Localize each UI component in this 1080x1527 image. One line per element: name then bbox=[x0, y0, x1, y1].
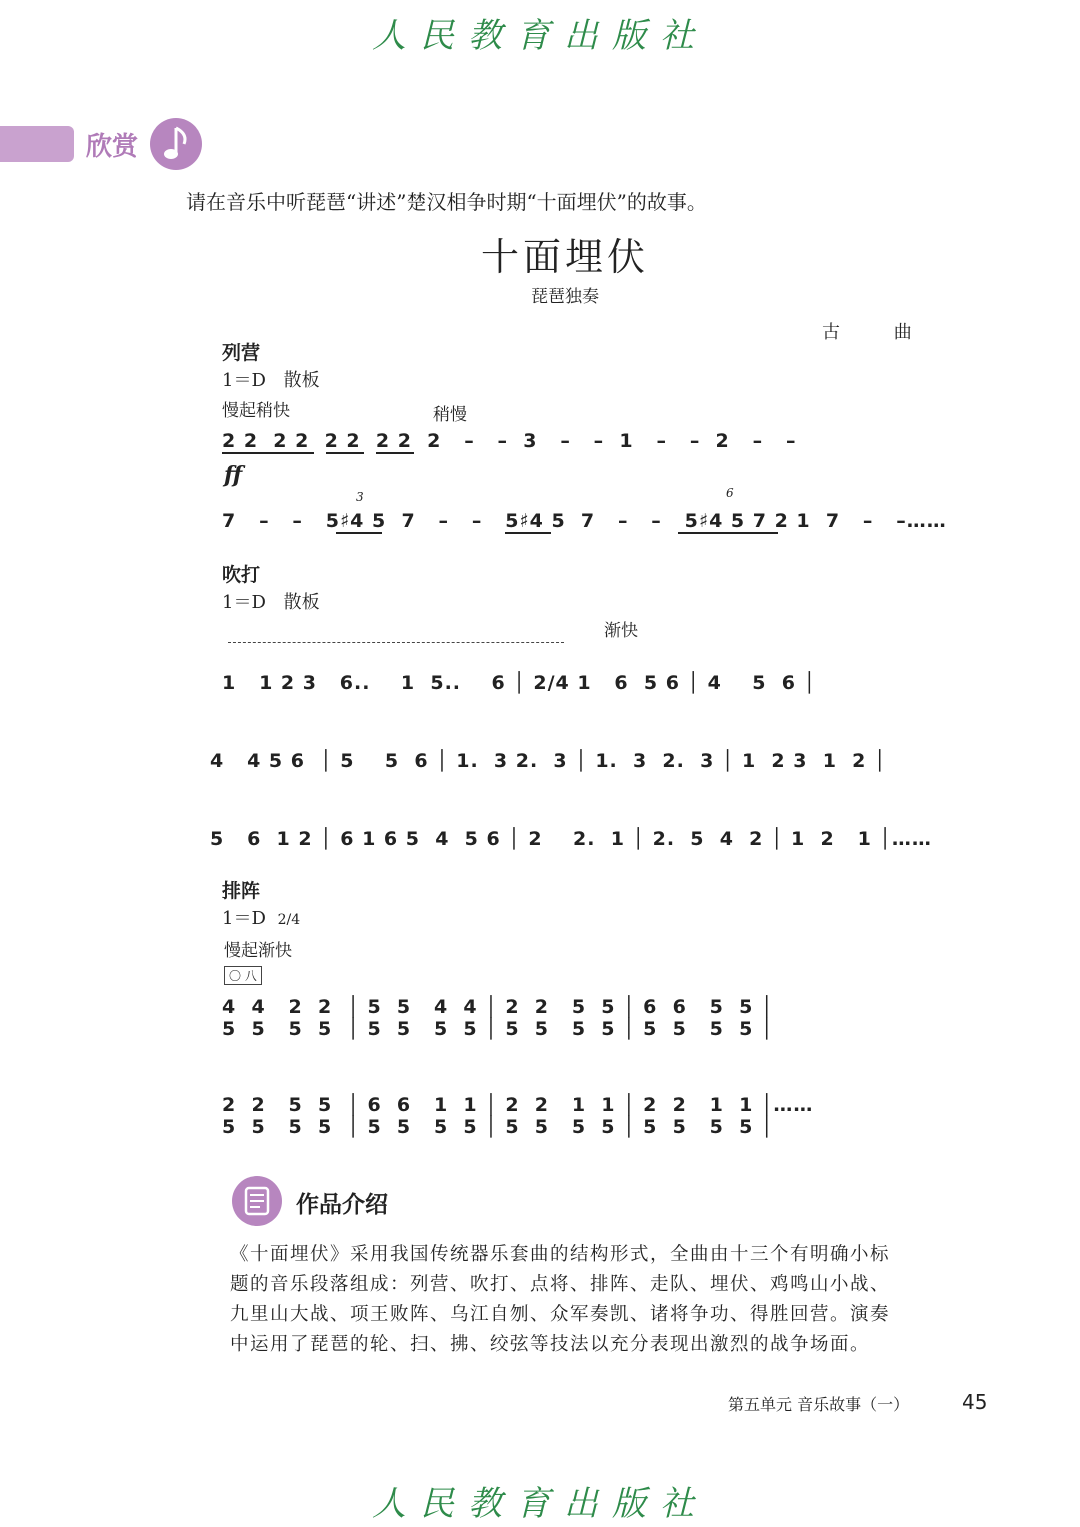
listening-prompt: 请在音乐中听琵琶“讲述”楚汉相争时期“十面埋伏”的故事。 bbox=[186, 190, 707, 214]
composer: 古 曲 bbox=[822, 322, 936, 343]
beam bbox=[326, 452, 364, 454]
chuida-row-1: 1 1 2 3 6.. 1 5.. 6 │ 2/4 1 6 5 6 │ 4 5 6 │ bbox=[222, 672, 817, 694]
paizhen-technique: 〇 八 bbox=[224, 966, 262, 985]
paizhen-row-1-bottom: 5 5 5 5 │ 5 5 5 5 │ 5 5 5 5 │ 5 5 5 5 │ bbox=[222, 1018, 774, 1040]
paizhen-key-value: 1＝D bbox=[222, 908, 266, 929]
section-label: 欣赏 bbox=[86, 132, 139, 162]
paizhen-meter: 2/4 bbox=[277, 912, 301, 928]
liying-tempo-change: 稍慢 bbox=[433, 405, 467, 425]
publisher-footer: 人民教育出版社 bbox=[372, 1484, 708, 1524]
chuida-meter: 散板 bbox=[283, 592, 320, 613]
beam bbox=[336, 532, 382, 534]
chuida-tempo: 渐快 bbox=[604, 621, 638, 641]
beam bbox=[376, 452, 414, 454]
piece-title: 十面埋伏 bbox=[480, 235, 649, 279]
piece-subtitle: 琵琶独奏 bbox=[531, 287, 599, 307]
liying-tuplet-6: 6 bbox=[726, 486, 734, 500]
intro-title: 作品介绍 bbox=[296, 1192, 388, 1218]
section-bar bbox=[0, 126, 74, 162]
liying-meter: 散板 bbox=[283, 370, 320, 391]
page-number: 45 bbox=[962, 1390, 988, 1414]
beam bbox=[222, 452, 274, 454]
paizhen-row-1-top: 4 4 2 2 │ 5 5 4 4 │ 2 2 5 5 │ 6 6 5 5 │ bbox=[222, 996, 774, 1018]
paizhen-tempo: 慢起渐快 bbox=[224, 941, 292, 961]
liying-dynamic: ff bbox=[224, 462, 243, 488]
section-paizhen-title: 排阵 bbox=[222, 880, 261, 902]
music-note-icon bbox=[150, 118, 202, 170]
chuida-key bbox=[222, 588, 320, 614]
tremolo-dashline bbox=[228, 642, 564, 643]
beam bbox=[505, 532, 551, 534]
liying-tempo: 慢起稍快 bbox=[222, 401, 290, 421]
liying-row-1: 2 2 2 2 2 2 2 2 2 – – 3 – – 1 – – 2 – – bbox=[222, 430, 797, 452]
paizhen-key bbox=[222, 904, 300, 930]
liying-tuplet-3: 3 bbox=[356, 490, 364, 504]
intro-text: 《十面埋伏》采用我国传统器乐套曲的结构形式，全曲由十三个有明确小标题的音乐段落组成：列营、吹打、点将、排阵、走队、埋伏、鸡鸣山小战、九里山大战、项王败阵、乌江自刎、众军奏凯、诸将争功、得胜回营。演奏中运用了琵琶的轮、扫、拂、绞弦等技法以充分表现出激烈的战争场面。 bbox=[230, 1244, 891, 1355]
chuida-key-value: 1＝D bbox=[222, 592, 266, 613]
publisher-header: 人民教育出版社 bbox=[372, 16, 708, 56]
liying-key-value: 1＝D bbox=[222, 370, 266, 391]
liying-row-2: 7 – – 5♯4 5 7 – – 5♯4 5 7 – – 5♯4 5 7 2 1 7 – –…… bbox=[222, 510, 947, 532]
chapter-footer: 第五单元 音乐故事（一） bbox=[728, 1395, 910, 1414]
beam bbox=[678, 532, 778, 534]
section-liying-title: 列营 bbox=[222, 342, 261, 364]
paizhen-row-2-bottom: 5 5 5 5 │ 5 5 5 5 │ 5 5 5 5 │ 5 5 5 5 │ bbox=[222, 1116, 774, 1138]
paizhen-row-2-top: 2 2 5 5 │ 6 6 1 1 │ 2 2 1 1 │ 2 2 1 1 │…… bbox=[222, 1094, 814, 1116]
liying-key bbox=[222, 366, 320, 392]
chuida-row-3: 5 6 1 2 │ 6 1 6 5 4 5 6 │ 2 2. 1 │ 2. 5 4 2 │ 1 2 1 │…… bbox=[210, 828, 932, 850]
section-chuida-title: 吹打 bbox=[222, 564, 261, 586]
scroll-icon bbox=[232, 1176, 282, 1226]
beam bbox=[274, 452, 314, 454]
chuida-row-2: 4 4 5 6 │ 5 5 6 │ 1. 3 2. 3 │ 1. 3 2. 3 │ 1 2 3 1 2 │ bbox=[210, 750, 887, 772]
